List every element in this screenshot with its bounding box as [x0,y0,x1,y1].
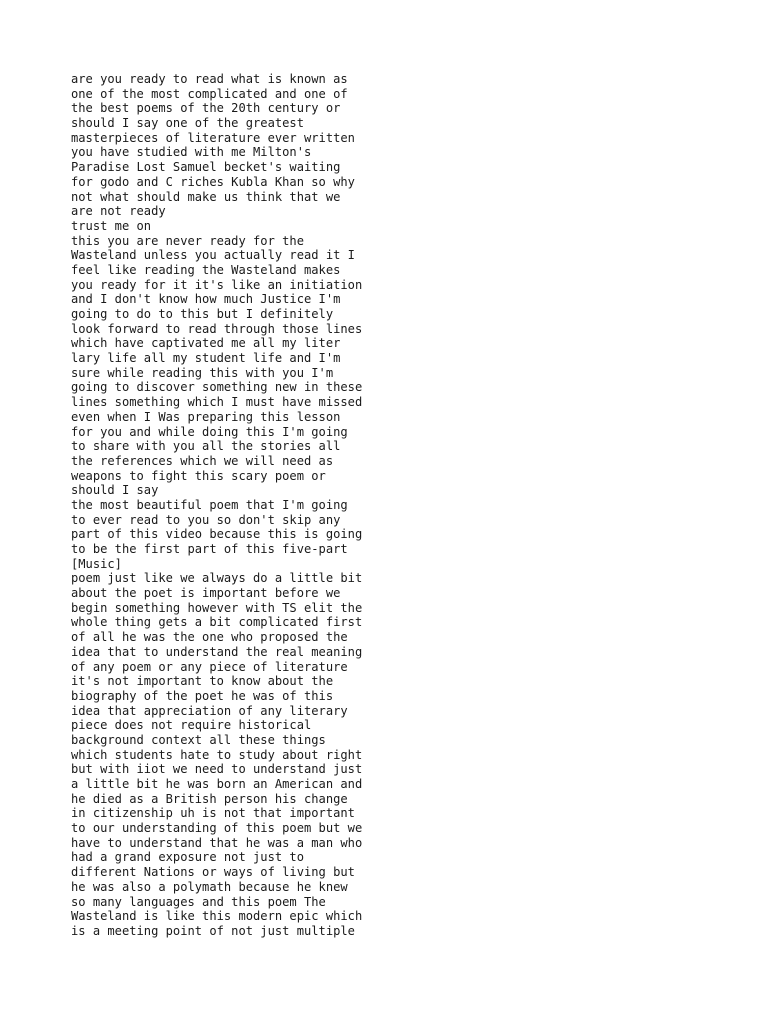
text-line: different Nations or ways of living but [71,865,355,880]
text-line: poem just like we always do a little bit [71,571,363,586]
text-line: the most beautiful poem that I'm going [71,497,348,512]
text-line: so many languages and this poem The [71,894,326,909]
text-line: should I say [71,483,159,498]
text-line: piece does not require historical [71,718,312,733]
text-line: and I don't know how much Justice I'm [71,292,341,307]
text-line: weapons to fight this scary poem or [71,468,326,483]
text-line: idea that to understand the real meaning [71,644,363,659]
text-line: about the poet is important before we [71,586,341,601]
text-line: it's not important to know about the [71,674,334,689]
text-line: [Music] [71,556,122,571]
transcript-text [71,72,731,939]
text-line: begin something however with TS elit the [71,600,363,615]
text-line: a little bit he was born an American and [71,777,363,791]
text-line: Wasteland is like this modern epic which [71,909,363,924]
text-line: which have captivated me all my liter [71,336,341,351]
text-line: in citizenship uh is not that important [71,806,355,821]
text-line: going to do to this but I definitely [71,307,334,321]
text-line: idea that appreciation of any literary [71,703,348,718]
text-line: one of the most complicated and one of [71,86,348,101]
text-line: which students hate to study about right [71,747,363,762]
text-line: had a grand exposure not just to [71,850,304,865]
text-line: trust me on [71,218,152,233]
text-line: sure while reading this with you I'm [71,365,334,380]
text-line: even when I Was preparing this lesson [71,409,341,424]
text-line: are you ready to read what is known as [71,72,348,86]
text-line: this you are never ready for the [71,233,304,248]
text-line: is a meeting point of not just multiple [71,923,355,938]
text-line: whole thing gets a bit complicated first [71,615,363,630]
text-line: to ever read to you so don't skip any [71,512,341,527]
text-line: feel like reading the Wasteland makes [71,262,341,277]
text-line: lary life all my student life and I'm [71,351,341,366]
text-line: to our understanding of this poem but we [71,821,363,836]
text-line: he died as a British person his change [71,791,348,806]
text-line: but with iiot we need to understand just [71,762,363,777]
text-line: part of this video because this is going [71,527,363,542]
text-line: of any poem or any piece of literature [71,659,348,674]
text-line: look forward to read through those lines [71,321,363,336]
text-line: for you and while doing this I'm going [71,424,348,439]
text-line: masterpieces of literature ever written [71,130,355,145]
text-line: have to understand that he was a man who [71,835,363,850]
text-line: Wasteland unless you actually read it I [71,248,355,263]
text-line: should I say one of the greatest [71,116,304,131]
text-line: background context all these things [71,732,326,747]
text-line: biography of the poet he was of this [71,688,334,703]
text-line: you have studied with me Milton's [71,145,312,160]
text-line: not what should make us think that we [71,189,341,204]
text-line: he was also a polymath because he knew [71,879,348,894]
text-line: of all he was the one who proposed the [71,630,348,645]
text-line: the best poems of the 20th century or [71,101,341,116]
text-line: going to discover something new in these [71,380,363,395]
text-line: to share with you all the stories all [71,439,341,454]
text-line: to be the first part of this five-part [71,542,348,556]
text-line: lines something which I must have missed [71,395,363,410]
text-line: for godo and C riches Kubla Khan so why [71,174,355,189]
text-line: you ready for it it's like an initiation [71,277,363,292]
text-line: the references which we will need as [71,453,334,468]
text-line: Paradise Lost Samuel becket's waiting [71,160,341,175]
text-line: are not ready [71,204,166,219]
